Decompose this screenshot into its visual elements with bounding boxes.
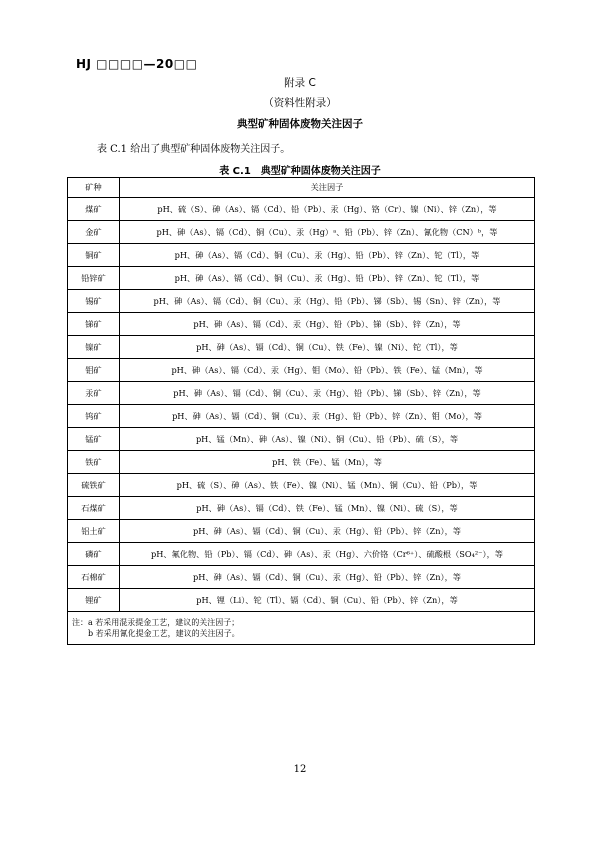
factors-cell: pH、硫（S）、砷（As）、铁（Fe）、镍（Ni）、锰（Mn）、铜（Cu）、铅（Pb），等 (120, 474, 535, 497)
mineral-cell: 锂矿 (68, 589, 120, 612)
factors-cell: pH、砷（As）、镉（Cd）、铜（Cu）、汞（Hg）、铅（Pb）、锑（Sb）、锌（Zn），等 (120, 382, 535, 405)
table-caption: 表 C.1 典型矿种固体废物关注因子 (219, 166, 381, 177)
table-row (68, 198, 535, 221)
factors-cell: pH、砷（As）、镉（Cd）、铜（Cu）、汞（Hg）、铅（Pb）、锌（Zn），等 (120, 520, 535, 543)
table-header-row (68, 178, 535, 198)
table-note-row (68, 612, 535, 645)
table-row (68, 221, 535, 244)
mineral-cell: 镍矿 (68, 336, 120, 359)
table-row (68, 428, 535, 451)
mineral-cell: 石煤矿 (68, 497, 120, 520)
mineral-cell: 钨矿 (68, 405, 120, 428)
header-mineral: 矿种 (68, 178, 120, 198)
table-row (68, 359, 535, 382)
mineral-cell: 锑矿 (68, 313, 120, 336)
mineral-cell: 铝土矿 (68, 520, 120, 543)
table-row (68, 244, 535, 267)
factors-cell: pH、氟化物、铅（Pb）、镉（Cd）、砷（As）、汞（Hg）、六价铬（Cr⁶⁺）、硫酸根（SO₄²⁻），等 (120, 543, 535, 566)
table-row (68, 405, 535, 428)
mineral-cell: 石棉矿 (68, 566, 120, 589)
factors-cell: pH、砷（As）、镉（Cd）、铜（Cu）、铁（Fe）、镍（Ni）、铊（Tl），等 (120, 336, 535, 359)
table-note (68, 612, 535, 645)
table-row (68, 313, 535, 336)
factors-cell: pH、砷（As）、镉（Cd）、铜（Cu）、汞（Hg）ᵃ、铅（Pb）、锌（Zn）、氰化物（CN）ᵇ，等 (120, 221, 535, 244)
mineral-cell: 硫铁矿 (68, 474, 120, 497)
table-row (68, 566, 535, 589)
page-number: 12 (293, 764, 307, 775)
factors-cell: pH、锰（Mn）、砷（As）、镍（Ni）、铜（Cu）、铅（Pb）、硫（S），等 (120, 428, 535, 451)
factors-cell: pH、砷（As）、镉（Cd）、汞（Hg）、铅（Pb）、锑（Sb）、锌（Zn），等 (120, 313, 535, 336)
mineral-cell: 钼矿 (68, 359, 120, 382)
mineral-cell: 煤矿 (68, 198, 120, 221)
factors-table (67, 177, 535, 645)
table-row (68, 382, 535, 405)
table-row (68, 267, 535, 290)
intro-paragraph: 表 C.1 给出了典型矿种固体废物关注因子。 (97, 144, 291, 155)
factors-cell: pH、砷（As）、镉（Cd）、铜（Cu）、汞（Hg）、铅（Pb）、锌（Zn）、铊（Tl），等 (120, 267, 535, 290)
mineral-cell: 铜矿 (68, 244, 120, 267)
factors-cell: pH、砷（As）、镉（Cd）、铜（Cu）、汞（Hg）、铅（Pb）、锌（Zn）、铊（Tl），等 (120, 244, 535, 267)
table-row (68, 451, 535, 474)
mineral-cell: 铁矿 (68, 451, 120, 474)
table-row (68, 336, 535, 359)
mineral-cell: 金矿 (68, 221, 120, 244)
appendix-label: 附录 C (284, 77, 316, 89)
factors-cell: pH、铁（Fe）、锰（Mn），等 (120, 451, 535, 474)
table-row (68, 589, 535, 612)
appendix-type: （资料性附录） (263, 97, 337, 109)
factors-cell: pH、锂（Li）、铊（Tl）、镉（Cd）、铜（Cu）、铅（Pb）、锌（Zn），等 (120, 589, 535, 612)
factors-cell: pH、砷（As）、镉（Cd）、铜（Cu）、汞（Hg）、铅（Pb）、锌（Zn），等 (120, 566, 535, 589)
mineral-cell: 锰矿 (68, 428, 120, 451)
table-row (68, 543, 535, 566)
table-row (68, 474, 535, 497)
factors-cell: pH、砷（As）、镉（Cd）、铜（Cu）、汞（Hg）、铅（Pb）、锌（Zn）、钼（Mo），等 (120, 405, 535, 428)
factors-cell: pH、砷（As）、镉（Cd）、铜（Cu）、汞（Hg）、铅（Pb）、锑（Sb）、锡（Sn）、锌（Zn），等 (120, 290, 535, 313)
factors-cell: pH、硫（S）、砷（As）、镉（Cd）、铅（Pb）、汞（Hg）、铬（Cr）、镍（Ni）、锌（Zn），等 (120, 198, 535, 221)
appendix-title: 典型矿种固体废物关注因子 (237, 118, 363, 130)
document-code: HJ □□□□—20□□ (76, 57, 198, 71)
mineral-cell: 锡矿 (68, 290, 120, 313)
note-a: 注：a 若采用混汞提金工艺，建议的关注因子； (72, 618, 240, 627)
header-factors: 关注因子 (120, 178, 535, 198)
factors-cell: pH、砷（As）、镉（Cd）、铁（Fe）、锰（Mn）、镍（Ni）、硫（S），等 (120, 497, 535, 520)
table-body (68, 198, 535, 612)
mineral-cell: 磷矿 (68, 543, 120, 566)
mineral-cell: 铅锌矿 (68, 267, 120, 290)
note-b: b 若采用氰化提金工艺，建议的关注因子。 (72, 629, 240, 638)
mineral-cell: 汞矿 (68, 382, 120, 405)
factors-cell: pH、砷（As）、镉（Cd）、汞（Hg）、钼（Mo）、铅（Pb）、铁（Fe）、锰（Mn），等 (120, 359, 535, 382)
table-row (68, 290, 535, 313)
table-row (68, 497, 535, 520)
table-row (68, 520, 535, 543)
